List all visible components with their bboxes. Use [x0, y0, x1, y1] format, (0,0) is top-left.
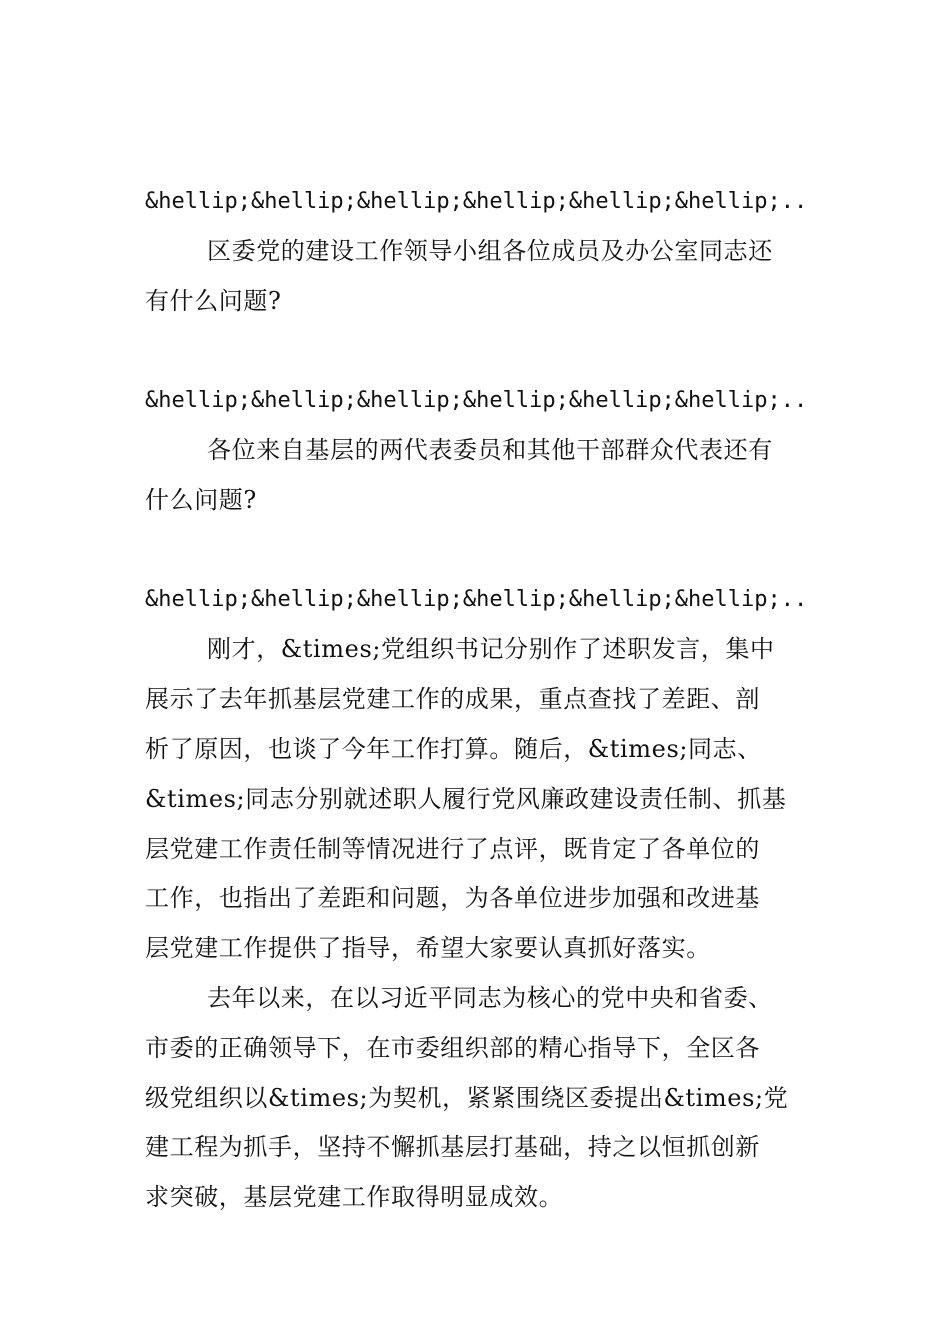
ellipsis-line: &hellip;&hellip;&hellip;&hellip;&hellip;&hellip;..	[145, 587, 808, 612]
paragraph-line: 展示了去年抓基层党建工作的成果，重点查找了差距、剖	[145, 685, 760, 713]
paragraph-line: 工作，也指出了差距和问题，为各单位进步加强和改进基	[145, 884, 760, 912]
paragraph-line: 区委党的建设工作领导小组各位成员及办公室同志还	[207, 237, 773, 265]
ellipsis-line: &hellip;&hellip;&hellip;&hellip;&hellip;&hellip;..	[145, 189, 808, 214]
paragraph-line: 求突破，基层党建工作取得明显成效。	[145, 1183, 564, 1211]
paragraph-line: 建工程为抓手，坚持不懈抓基层打基础，持之以恒抓创新	[145, 1133, 760, 1161]
paragraph-line: 级党组织以&times;为契机，紧紧围绕区委提出&times;党	[145, 1084, 789, 1112]
paragraph-line: 什么问题?	[145, 486, 257, 514]
paragraph-line: 析了原因，也谈了今年工作打算。随后，&times;同志、	[145, 735, 762, 763]
paragraph-line: 有什么问题?	[145, 287, 282, 315]
paragraph-line: 刚才，&times;党组织书记分别作了述职发言，集中	[207, 635, 775, 663]
paragraph-line: 层党建工作提供了指导，希望大家要认真抓好落实。	[145, 934, 711, 962]
paragraph-line: 各位来自基层的两代表委员和其他干部群众代表还有	[207, 436, 773, 464]
paragraph-line: &times;同志分别就述职人履行党风廉政建设责任制、抓基	[145, 785, 787, 813]
ellipsis-line: &hellip;&hellip;&hellip;&hellip;&hellip;&hellip;..	[145, 388, 808, 413]
paragraph-line: 市委的正确领导下，在市委组织部的精心指导下，全区各	[145, 1034, 760, 1062]
paragraph-line: 层党建工作责任制等情况进行了点评，既肯定了各单位的	[145, 835, 760, 863]
paragraph-line: 去年以来，在以习近平同志为核心的党中央和省委、	[207, 984, 773, 1012]
